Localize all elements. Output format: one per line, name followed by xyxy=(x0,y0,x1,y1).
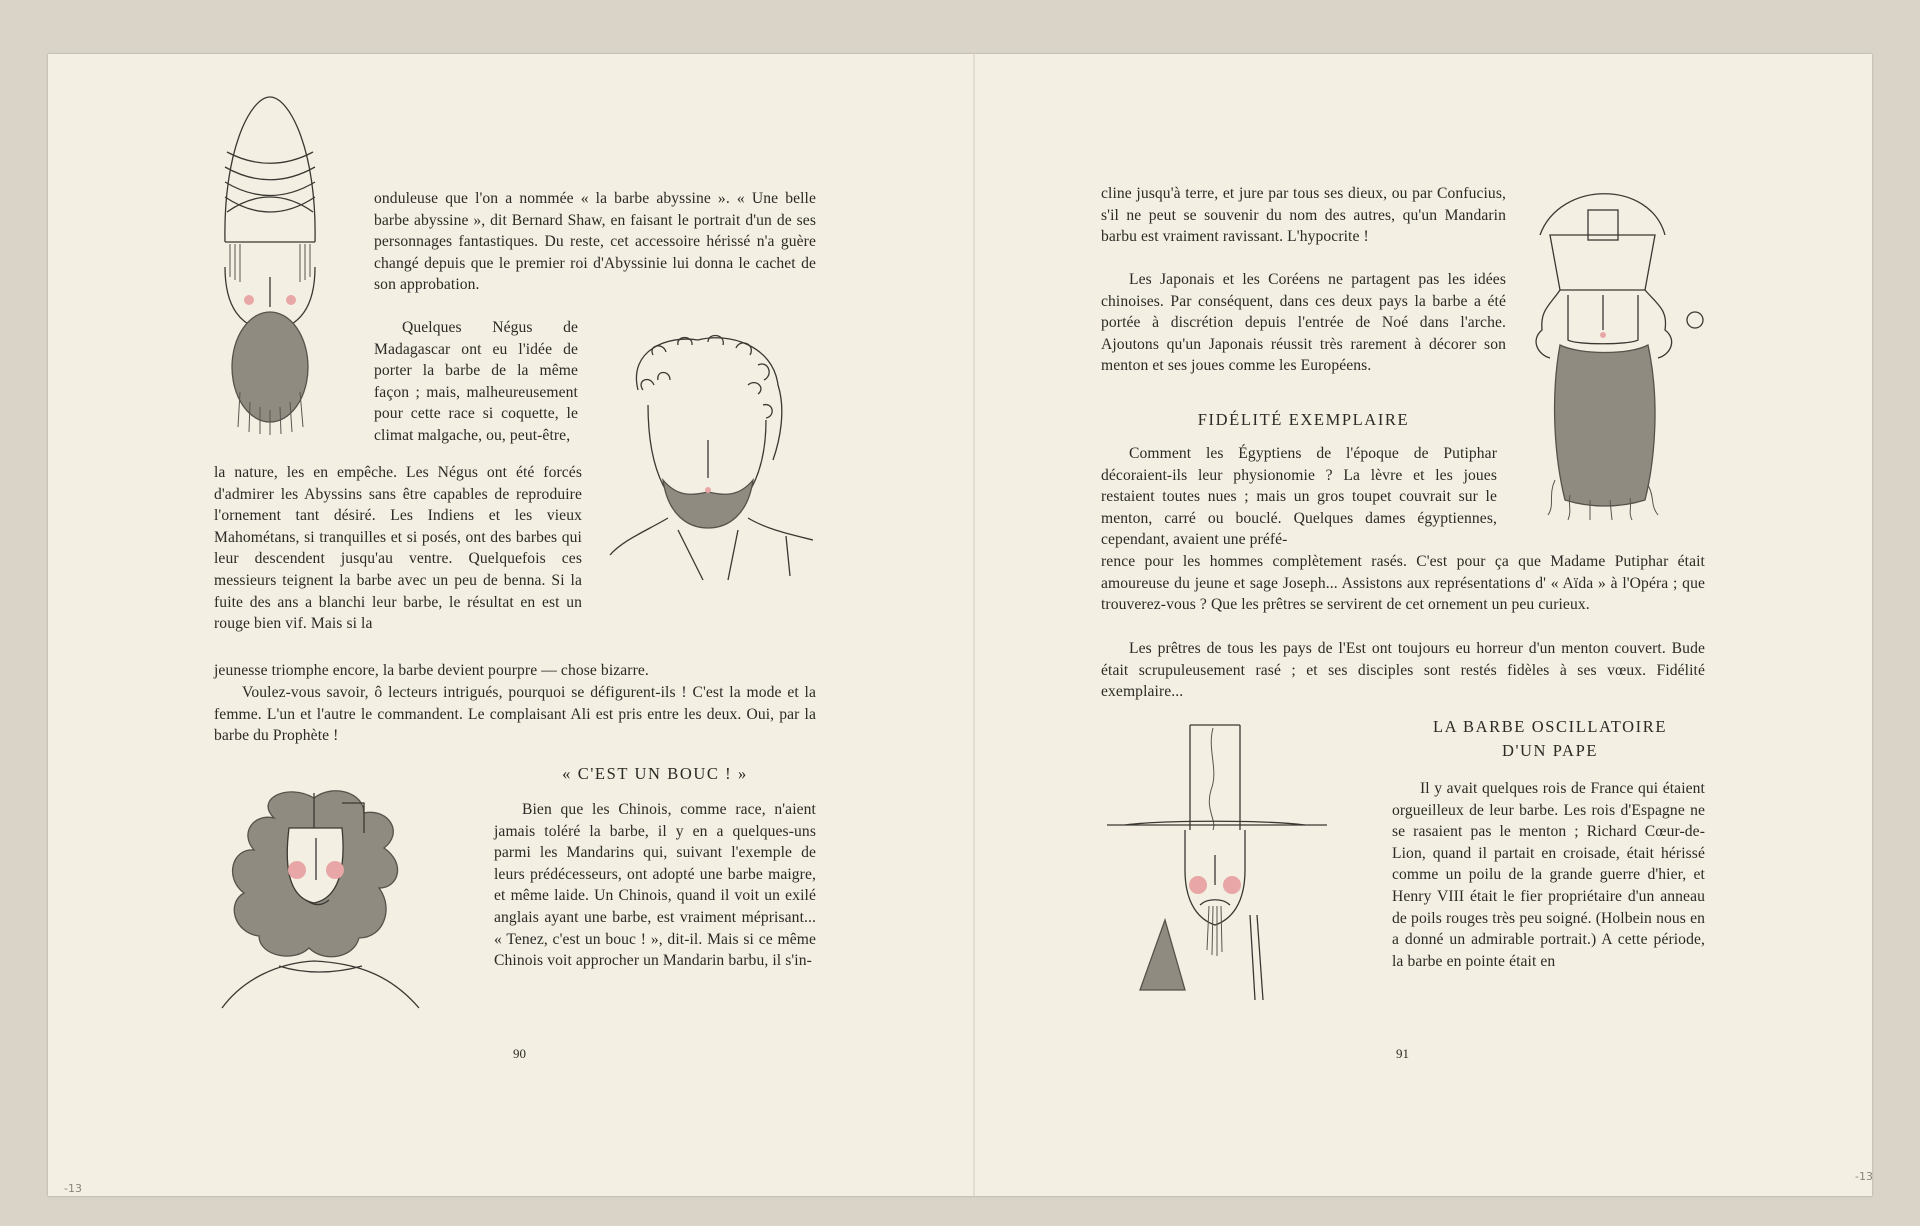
book-gutter xyxy=(973,54,975,1196)
page-number-left: 90 xyxy=(513,1046,526,1061)
left-paragraph-4: Bien que les Chinois, comme race, n'aient jamais toléré la barbe, il y en a quelques-uns parmi les Mandarins qui, suivant l'exemple de leurs prédécesseurs, ont adopté une barbe maigre, et même laide. Un Chinois, quand il voit un exilé anglais ayant une barbe, est vraiment méprisant... « Tenez, c'est un bouc ! », dit-il. Mais si ce même Chinois voit approcher un Mandarin barbu, il s'in- xyxy=(494,801,816,970)
right-paragraph-4: Les prêtres de tous les pays de l'Est ont toujours eu horreur d'un menton couvert. Bude était scrupuleusement rasé ; et ses disciples sont restés fidèles à ses vœux. Fidélité exemplaire... xyxy=(1101,640,1705,701)
pencil-mark-left: -13 xyxy=(64,1182,82,1195)
heading-barbe-oscillatoire-line-2: D'UN PAPE xyxy=(1501,741,1599,760)
left-paragraph-1: onduleuse que l'on a nommée « la barbe abyssine ». « Une belle barbe abyssine », dit Bernard Shaw, en faisant le portrait d'un de ses personnages fantastiques. Du reste, cet accessoire hérissé n'a guère changé depuis que le premier roi d'Abyssinie lui donna le cachet de son approbation. xyxy=(374,190,816,294)
illustration-bushy-bearded-man xyxy=(214,788,464,1013)
pencil-mark-right: -13 xyxy=(1855,1170,1873,1183)
right-paragraph-3a: Comment les Égyptiens de l'époque de Putiphar décoraient-ils leur physionomie ? La lèvre et les joues restaient toutes nues ; mais un gros toupet couvrait sur le menton, carré ou bouclé. Quelques dames égyptiennes, cependant, avaient une préfé- xyxy=(1101,445,1497,549)
heading-fidelite-exemplaire: FIDÉLITÉ EXEMPLAIRE xyxy=(1197,410,1410,429)
left-paragraph-3: Voulez-vous savoir, ô lecteurs intrigués, pourquoi se défigurent-ils ! C'est la mode et la femme. L'un et l'autre le commandent. Le complaisant Ali est pris entre les deux. Oui, par la barbe du Prophète ! xyxy=(214,684,816,745)
illustration-abyssinian-turban-man xyxy=(205,92,335,432)
illustration-curly-haired-man xyxy=(608,330,818,580)
left-paragraph-2c: jeunesse triomphe encore, la barbe devient pourpre — chose bizarre. xyxy=(214,662,649,679)
right-paragraph-1: cline jusqu'à terre, et jure par tous ses dieux, ou par Confucius, s'il ne peut se souvenir du nom des autres, qu'un Mandarin barbu est vraiment ravissant. L'hypocrite ! xyxy=(1101,185,1506,246)
left-paragraph-2b: la nature, les en empêche. Les Négus ont été forcés d'admirer les Abyssins sans être capables de reproduire l'ornement tant désiré. Les Indiens et les vieux Mahométans, si tranquilles et si posés, ont des barbes qui leur descendent jusqu'au ventre. Quelquefois ces messieurs teignent la barbe avec un peu de benna. Si la fuite des ans a blanchi leur barbe, le résultat en est un rouge bien vif. Mais si la xyxy=(214,464,582,633)
right-paragraph-5: Il y avait quelques rois de France qui étaient orgueilleux de leur barbe. Les rois d'Espagne ne se rasaient pas le menton ; Richard Cœur-de-Lion, quand il partait en croisade, était hérissé comme un poilu de la grande guerre d'hier, et Henry VIII était le fier propriétaire d'un anneau de poils rouges très peu soigné. (Holbein nous en a donné un admirable portrait.) A cette période, la barbe en pointe était en xyxy=(1392,780,1705,970)
heading-barbe-oscillatoire-line-1: LA BARBE OSCILLATOIRE xyxy=(1432,717,1668,736)
page-number-right: 91 xyxy=(1396,1046,1409,1061)
right-paragraph-2: Les Japonais et les Coréens ne partagent pas les idées chinoises. Par conséquent, dans ces deux pays la barbe a été portée à discrétion depuis l'entrée de Noé dans l'arche. Ajoutons qu'un Japonais réussit très rarement à décorer son menton et ses joues comme les Européens. xyxy=(1101,271,1506,375)
heading-cest-un-bouc: « C'EST UN BOUC ! » xyxy=(562,764,748,783)
illustration-mandarin-hat-man xyxy=(1105,720,1345,1000)
illustration-top-hat-bearded-man xyxy=(1520,180,1720,520)
left-paragraph-2a: Quelques Négus de Madagascar ont eu l'idée de porter la barbe de la même façon ; mais, malheureusement pour cette race si coquette, le climat malgache, ou, peut-être, xyxy=(374,319,578,444)
right-paragraph-3b: rence pour les hommes complètement rasés. C'est pour ça que Madame Putiphar était amoureuse du jeune et sage Joseph... Assistons aux représentations d' « Aïda » à l'Opéra ; que trouverez-vous ? Que les prêtres se servirent de cet ornement un peu curieux. xyxy=(1101,553,1705,614)
